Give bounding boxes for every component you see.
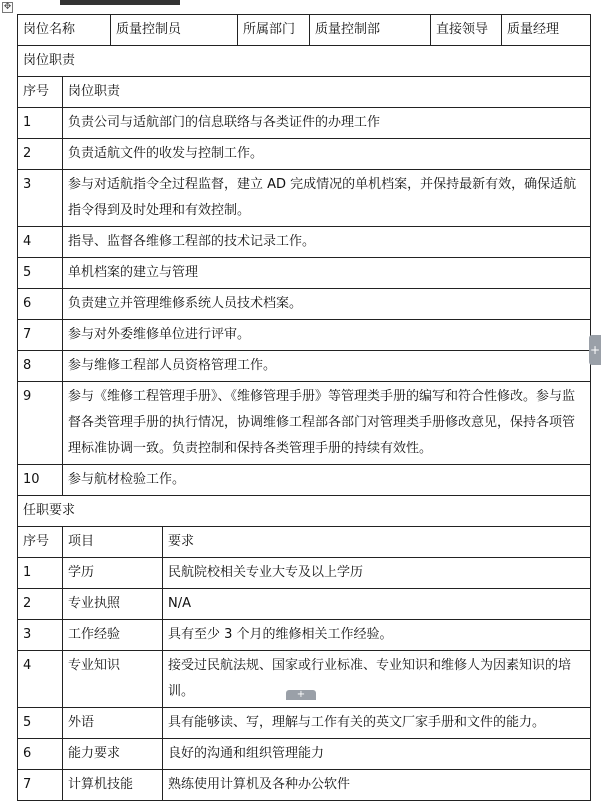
duty-no: 3 xyxy=(18,170,63,227)
dept-label: 所属部门 xyxy=(238,15,310,46)
duty-no: 10 xyxy=(18,465,63,496)
header-row xyxy=(18,15,591,46)
req-col-no: 序号 xyxy=(18,527,63,558)
add-row-icon[interactable]: + xyxy=(286,690,316,700)
duty-row xyxy=(18,227,591,258)
requirement-item: 外语 xyxy=(63,708,163,739)
requirements-section-title: 任职要求 xyxy=(18,496,591,527)
job-description-table xyxy=(17,14,591,801)
requirement-no: 2 xyxy=(18,589,63,620)
requirement-no: 1 xyxy=(18,558,63,589)
requirement-text: 具有能够读、写，理解与工作有关的英文厂家手册和文件的能力。 xyxy=(163,708,591,739)
duty-row xyxy=(18,382,591,465)
requirements-header-row xyxy=(18,527,591,558)
duty-text: 指导、监督各维修工程部的技术记录工作。 xyxy=(63,227,591,258)
dept-value: 质量控制部 xyxy=(310,15,431,46)
leader-value: 质量经理 xyxy=(502,15,591,46)
requirement-item: 工作经验 xyxy=(63,620,163,651)
duty-text: 参与《维修工程管理手册》、《维修管理手册》等管理类手册的编写和符合性修改。参与监督各类管理手册的执行情况，协调维修工程部各部门对管理类手册修改意见，保持各项管理标准协调一致。负责控制和保持各类管理手册的持续有效性。 xyxy=(63,382,591,465)
duty-row xyxy=(18,139,591,170)
duty-row xyxy=(18,351,591,382)
requirement-row xyxy=(18,708,591,739)
duty-text: 参与航材检验工作。 xyxy=(63,465,591,496)
duty-row xyxy=(18,289,591,320)
requirement-no: 3 xyxy=(18,620,63,651)
duty-text: 负责公司与适航部门的信息联络与各类证件的办理工作 xyxy=(63,108,591,139)
duty-no: 1 xyxy=(18,108,63,139)
duty-no: 9 xyxy=(18,382,63,465)
duty-no: 6 xyxy=(18,289,63,320)
duty-text: 负责建立并管理维修系统人员技术档案。 xyxy=(63,289,591,320)
duties-section-row xyxy=(18,46,591,77)
duty-no: 8 xyxy=(18,351,63,382)
requirement-no: 7 xyxy=(18,770,63,801)
requirement-text: 熟练使用计算机及各种办公软件 xyxy=(163,770,591,801)
requirement-no: 6 xyxy=(18,739,63,770)
duties-rows xyxy=(18,108,591,496)
post-name-label: 岗位名称 xyxy=(18,15,111,46)
requirement-row xyxy=(18,739,591,770)
duty-row xyxy=(18,170,591,227)
duty-text: 负责适航文件的收发与控制工作。 xyxy=(63,139,591,170)
leader-label: 直接领导 xyxy=(431,15,502,46)
duty-text: 参与对外委维修单位进行评审。 xyxy=(63,320,591,351)
heading-fragment xyxy=(0,0,601,14)
requirement-text: 良好的沟通和组织管理能力 xyxy=(163,739,591,770)
add-column-icon[interactable]: + xyxy=(589,335,601,365)
duties-col-duty: 岗位职责 xyxy=(63,77,591,108)
requirement-no: 5 xyxy=(18,708,63,739)
requirement-item: 能力要求 xyxy=(63,739,163,770)
requirement-row xyxy=(18,558,591,589)
req-col-item: 项目 xyxy=(63,527,163,558)
duties-col-no: 序号 xyxy=(18,77,63,108)
requirement-row xyxy=(18,589,591,620)
requirement-row xyxy=(18,620,591,651)
requirement-item: 专业知识 xyxy=(63,651,163,708)
duty-no: 4 xyxy=(18,227,63,258)
cropped-heading-bar xyxy=(60,0,180,5)
requirement-no: 4 xyxy=(18,651,63,708)
duty-no: 5 xyxy=(18,258,63,289)
req-col-req: 要求 xyxy=(163,527,591,558)
requirement-text: 具有至少 3 个月的维修相关工作经验。 xyxy=(163,620,591,651)
duty-text: 参与维修工程部人员资格管理工作。 xyxy=(63,351,591,382)
requirement-item: 学历 xyxy=(63,558,163,589)
post-name-value: 质量控制员 xyxy=(111,15,238,46)
requirement-row xyxy=(18,770,591,801)
duty-no: 7 xyxy=(18,320,63,351)
requirements-section-row xyxy=(18,496,591,527)
duties-section-title: 岗位职责 xyxy=(18,46,591,77)
requirement-item: 计算机技能 xyxy=(63,770,163,801)
table-move-handle-icon[interactable]: ✥ xyxy=(3,2,12,12)
duty-row xyxy=(18,465,591,496)
duty-text: 参与对适航指令全过程监督，建立 AD 完成情况的单机档案，并保持最新有效，确保适航指令得到及时处理和有效控制。 xyxy=(63,170,591,227)
duty-row xyxy=(18,320,591,351)
requirement-text: 接受过民航法规、国家或行业标准、专业知识和维修人为因素知识的培训。 xyxy=(163,651,591,708)
requirement-text: N/A xyxy=(163,589,591,620)
duty-no: 2 xyxy=(18,139,63,170)
duty-text: 单机档案的建立与管理 xyxy=(63,258,591,289)
duty-row xyxy=(18,258,591,289)
requirements-rows xyxy=(18,558,591,801)
requirement-item: 专业执照 xyxy=(63,589,163,620)
duties-header-row xyxy=(18,77,591,108)
requirement-text: 民航院校相关专业大专及以上学历 xyxy=(163,558,591,589)
duty-row xyxy=(18,108,591,139)
